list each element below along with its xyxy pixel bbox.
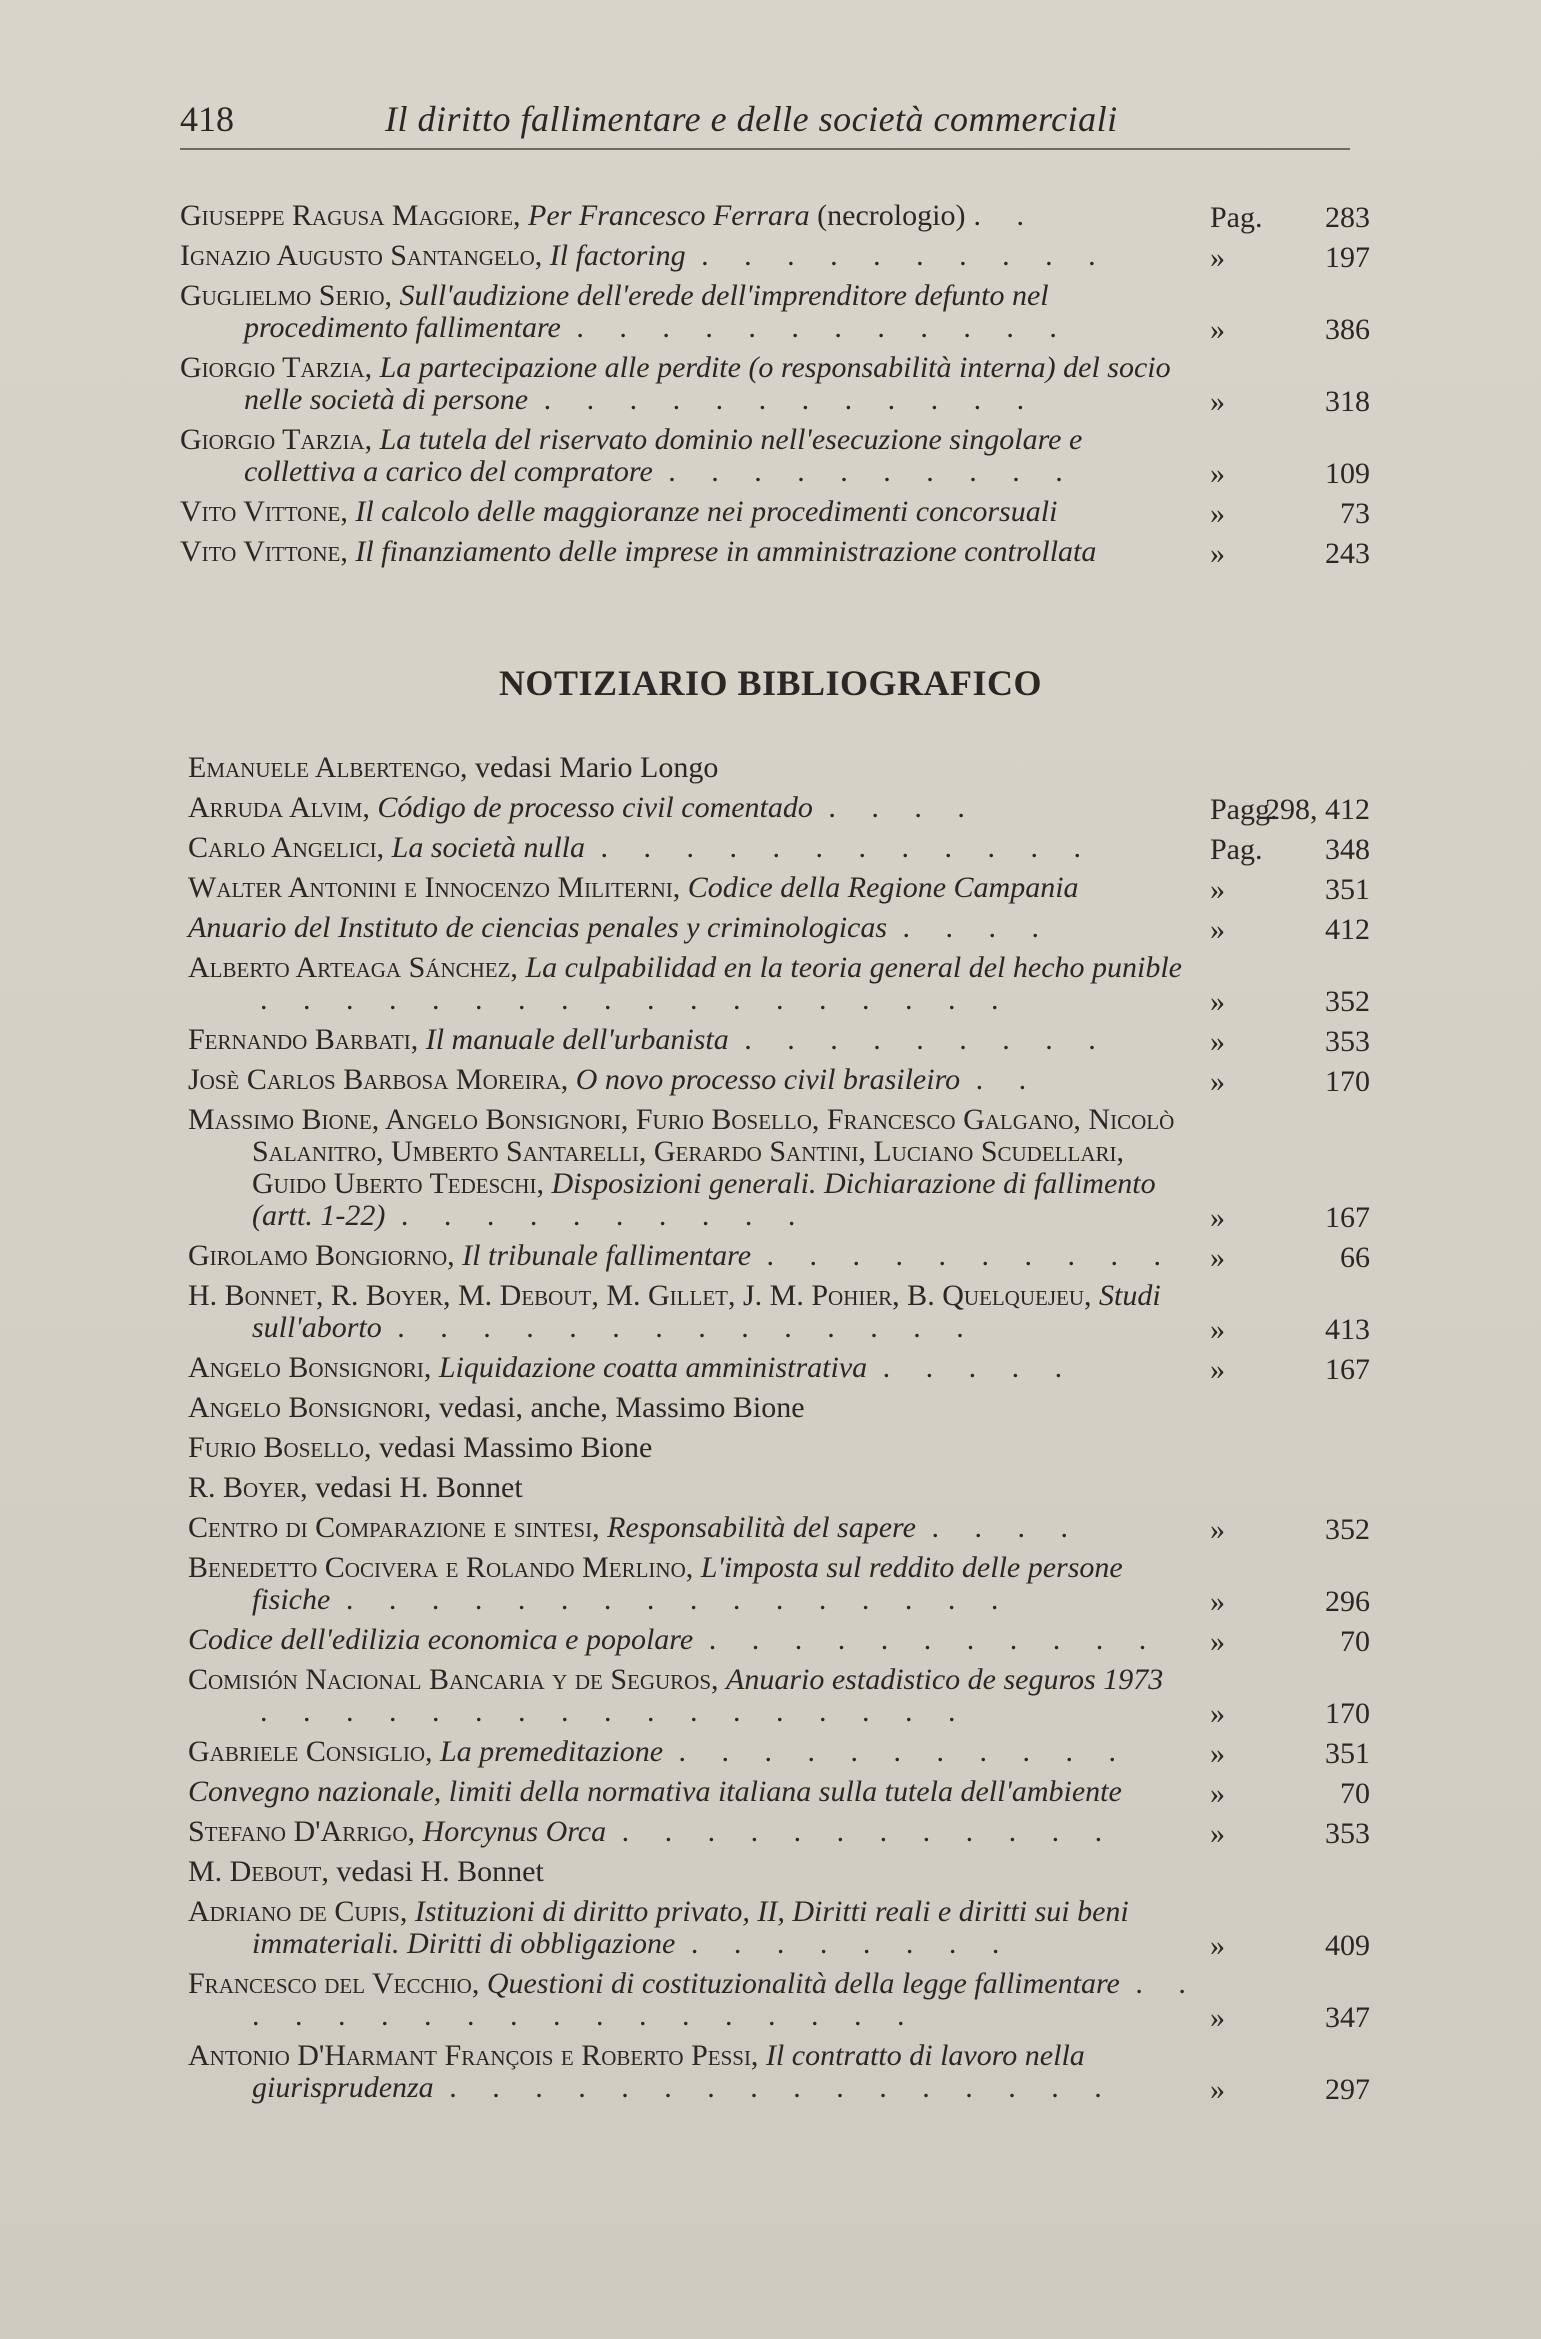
entry-leader-dots: . . . . . . . . . . . [678,1735,1131,1768]
entry-suffix: vedasi, anche, Massimo Bione [431,1391,805,1424]
entry-page-ref [1210,1240,1370,1274]
entry-page-label: » [1210,241,1225,274]
entry-leader-dots: . . . . [931,1511,1082,1544]
entry-page-ref [1210,456,1370,490]
entry-page-number: 70 [1340,1777,1370,1810]
entry-page-label: » [1210,1353,1225,1386]
entry-author: Guglielmo Serio, [180,279,392,312]
entry-author: Carlo Angelici, [188,831,385,864]
entry-text [188,872,1370,904]
entry-page-ref [1210,1024,1370,1058]
entry-text [188,952,1370,1016]
index-entry [188,1736,1370,1768]
entry-author: Adriano de Cupis, [188,1895,408,1928]
entry-text [180,536,1370,568]
entry-text [188,1776,1370,1808]
entry-page-number: 298, 412 [1265,793,1370,826]
running-head [180,98,1350,150]
entry-title: Convegno nazionale, limiti della normativa italiana sulla tutela dell'ambiente [188,1775,1122,1808]
entry-page-ref [1210,1928,1370,1962]
entry-page-label: » [1210,313,1225,346]
entry-leader-dots: . . . . [828,791,979,824]
index-entry [180,240,1370,272]
entry-title: La partecipazione alle perdite (o responsabilità interna) del socio nelle società di persone [244,351,1171,416]
entry-page-ref [1210,1776,1370,1810]
entry-author: M. Debout, [188,1855,329,1888]
index-entry [188,872,1370,904]
entry-text [188,1512,1370,1544]
entry-leader-dots: . . . . . . . . . . . . . . . . . . [252,1967,1200,2032]
entry-suffix: vedasi H. Bonnet [307,1471,523,1504]
entry-page-ref [1210,1584,1370,1618]
entry-title: Horcynus Orca [422,1815,607,1848]
entry-page-number: 167 [1325,1353,1370,1386]
entry-title: La premeditazione [440,1735,664,1768]
entry-page-number: 109 [1325,457,1370,490]
index-entry [188,1512,1370,1544]
entry-page-ref [1210,312,1370,346]
entry-page-label: » [1210,2073,1225,2106]
entry-author: Alberto Arteaga Sánchez, [188,951,518,984]
index-entry [188,1776,1370,1808]
entry-text [188,1736,1370,1768]
entry-text [188,752,1370,784]
entry-text [188,1432,1370,1464]
entry-page-ref [1210,1064,1370,1098]
index-entry [188,1280,1370,1344]
entry-leader-dots: . . . . . . . . [690,1927,1014,1960]
entry-page-ref [1210,752,1370,786]
entry-leader-dots: . . . . [902,911,1054,944]
entry-suffix: vedasi H. Bonnet [328,1855,544,1888]
entry-author: Massimo Bione, Angelo Bonsignori, Furio Bosello, Francesco Galgano, Nicolò Salanitro, Umberto Santarelli, Gerardo Santini, Luciano Scudellari, Guido Uberto Tedeschi, [188,1103,1175,1200]
entry-page-ref [1210,384,1370,418]
index-entry [188,1664,1370,1728]
entry-page-ref [1210,536,1370,570]
entry-text [188,912,1370,944]
entry-page-label: Pagg. [1210,793,1278,826]
index-entry [188,2040,1370,2104]
entry-title: Codice dell'edilizia economica e popolare [188,1623,694,1656]
entry-page-ref [1210,832,1370,866]
entry-text [188,1816,1370,1848]
entry-author: Josè Carlos Barbosa Moreira, [188,1063,569,1096]
entry-title: Liquidazione coatta amministrativa [438,1351,868,1384]
index-entry [180,280,1370,344]
entry-page-ref [1210,1856,1370,1890]
entry-page-number: 296 [1325,1585,1370,1618]
entry-title: Per Francesco Ferrara [528,199,810,232]
entry-leader-dots: . . . . . . . . . . . . [576,311,1071,344]
entry-author: Giuseppe Ragusa Maggiore, [180,199,521,232]
entry-page-number: 351 [1325,1737,1370,1770]
entry-text [180,424,1370,488]
entry-page-number: 167 [1325,1201,1370,1234]
entry-page-ref [1210,1512,1370,1546]
entry-leader-dots: . . . . . . . . . . [701,239,1110,272]
entry-title: Disposizioni generali. Dichiarazione di fallimento (artt. 1-22) [252,1167,1156,1232]
entry-leader-dots: . . . . . . . . . . . . . . [397,1311,978,1344]
section-title: NOTIZIARIO BIBLIOGRAFICO [498,663,1043,703]
entry-page-number: 318 [1325,385,1370,418]
entry-text [188,1968,1370,2032]
entry-author: Vito Vittone, [180,535,348,568]
entry-page-ref [1210,2000,1370,2034]
index-entry [188,1472,1370,1504]
entry-author: Giorgio Tarzia, [180,351,373,384]
entry-leader-dots: . . . . . [882,1351,1077,1384]
entry-text [180,280,1370,344]
entry-leader-dots: . . . . . . . . . . [766,1239,1176,1272]
entry-page-number: 353 [1325,1025,1370,1058]
index-entry [180,424,1370,488]
entry-author: Gabriele Consiglio, [188,1735,433,1768]
entry-author: Emanuele Albertengo, [188,751,468,784]
entry-author: R. Boyer, [188,1471,308,1504]
entry-page-label: » [1210,1777,1225,1810]
entry-page-ref [1210,496,1370,530]
entry-page-number: 73 [1340,497,1370,530]
entry-page-ref [1210,1472,1370,1506]
entry-page-label: » [1210,1313,1225,1346]
entry-leader-dots: . . . . . . . . . . . . [621,1815,1117,1848]
index-entry [188,1624,1370,1656]
entry-author: Francesco del Vecchio, [188,1967,480,2000]
entry-page-ref [1210,200,1370,234]
entry-page-label: » [1210,1737,1225,1770]
entry-page-number: 351 [1325,873,1370,906]
entry-page-number: 352 [1325,1513,1370,1546]
entry-text [188,2040,1370,2104]
entry-title: Il manuale dell'urbanista [425,1023,729,1056]
entry-author: Girolamo Bongiorno, [188,1239,455,1272]
entry-text [180,240,1370,272]
entry-text [188,1552,1370,1616]
entry-author: Fernando Barbati, [188,1023,419,1056]
entry-author: Comisión Nacional Bancaria y de Seguros, [188,1663,719,1696]
entry-page-label: » [1210,385,1225,418]
entry-page-ref [1210,1392,1370,1426]
entry-author: Benedetto Cocivera e Rolando Merlino, [188,1551,694,1584]
index-entry [188,1856,1370,1888]
entry-page-ref [1210,1312,1370,1346]
entry-title: Responsabilità del sapere [607,1511,916,1544]
entry-author: Antonio D'Harmant François e Roberto Pessi, [188,2039,759,2072]
entry-leader-dots: . . . . . . . . . . . [708,1623,1161,1656]
index-entry [188,1024,1370,1056]
index-entry [188,1432,1370,1464]
entry-text [180,352,1370,416]
entry-leader-dots: . . . . . . . . . . . . . . . . [449,2071,1116,2104]
entry-page-ref [1210,1736,1370,1770]
entry-page-ref [1210,2072,1370,2106]
index-entry [188,792,1370,824]
entry-page-label: Pag. [1210,833,1263,866]
entry-page-label: » [1210,537,1225,570]
entry-title: Studi sull'aborto [252,1279,1161,1344]
entry-page-label: » [1210,1585,1225,1618]
entry-text [188,1240,1370,1272]
entry-text [180,200,1370,232]
entry-text [188,1664,1370,1728]
entry-text [188,1024,1370,1056]
entry-author: Arruda Alvim, [188,791,370,824]
entry-author: Stefano D'Arrigo, [188,1815,416,1848]
index-entry [188,1392,1370,1424]
entry-text [188,1472,1370,1504]
entry-leader-dots: . . . . . . . . . . [400,1199,810,1232]
index-list-top [180,200,1370,576]
entry-text [188,832,1370,864]
index-entry [188,1816,1370,1848]
entry-suffix: vedasi Massimo Bione [371,1431,653,1464]
entry-page-ref [1210,1200,1370,1234]
entry-title: Anuario del Instituto de ciencias penales y criminologicas [188,911,888,944]
index-entry [188,752,1370,784]
entry-page-label: » [1210,913,1225,946]
entry-page-label: » [1210,1817,1225,1850]
index-entry [188,832,1370,864]
entry-leader-dots: . . . . . . . . . . [668,455,1077,488]
entry-page-ref [1210,1816,1370,1850]
entry-author: Ignazio Augusto Santangelo, [180,239,543,272]
page-number: 418 [180,99,234,139]
entry-page-label: Pag. [1210,201,1263,234]
entry-page-number: 66 [1340,1241,1370,1274]
entry-page-label: » [1210,1929,1225,1962]
entry-page-label: » [1210,1065,1225,1098]
index-entry [188,1968,1370,2032]
entry-page-number: 413 [1325,1313,1370,1346]
index-entry [188,1552,1370,1616]
entry-page-number: 409 [1325,1929,1370,1962]
entry-text [188,1392,1370,1424]
entry-leader-dots: . . . . . . . . . . . . [543,383,1039,416]
entry-author: Furio Bosello, [188,1431,372,1464]
entry-author: Centro di Comparazione e sintesi, [188,1511,600,1544]
entry-page-label: » [1210,457,1225,490]
entry-page-ref [1210,984,1370,1018]
entry-page-label: » [1210,1513,1225,1546]
entry-page-label: » [1210,1697,1225,1730]
entry-page-number: 243 [1325,537,1370,570]
index-entry [188,912,1370,944]
entry-leader-dots: . . . . . . . . . . . . . . . . [345,1583,1013,1616]
entry-text [188,1064,1370,1096]
entry-page-number: 70 [1340,1625,1370,1658]
entry-text [188,1624,1370,1656]
entry-author: Giorgio Tarzia, [180,423,373,456]
entry-text [188,1104,1370,1232]
entry-page-number: 347 [1325,2001,1370,2034]
index-entry [180,536,1370,568]
entry-page-ref [1210,1352,1370,1386]
entry-title: Il tribunale fallimentare [462,1239,752,1272]
entry-page-number: 170 [1325,1697,1370,1730]
entry-text [188,1856,1370,1888]
entry-author: Walter Antonini e Innocenzo Militerni, [188,871,681,904]
entry-title: Il finanziamento delle imprese in amministrazione controllata [355,535,1097,568]
entry-page-number: 197 [1325,241,1370,274]
entry-page-number: 297 [1325,2073,1370,2106]
entry-author: Angelo Bonsignori, [188,1351,432,1384]
entry-leader-dots: . . . . . . . . . [744,1023,1110,1056]
index-entry [188,1352,1370,1384]
entry-page-label: » [1210,873,1225,906]
entry-suffix: vedasi Mario Longo [467,751,719,784]
entry-page-label: » [1210,2001,1225,2034]
entry-title: Il contratto di lavoro nella giurisprudenza [252,2039,1085,2104]
entry-page-ref [1210,1696,1370,1730]
index-entry [188,952,1370,1016]
entry-title: Sull'audizione dell'erede dell'imprenditore defunto nel procedimento fallimentare [244,279,1049,344]
index-list-bibliographic [188,752,1370,2112]
entry-page-ref [1210,912,1370,946]
entry-title: Questioni di costituzionalità della legge fallimentare [486,1967,1120,2000]
journal-title: Il diritto fallimentare e delle società commerciali [385,99,1118,139]
index-entry [180,200,1370,232]
entry-page-number: 170 [1325,1065,1370,1098]
entry-page-label: » [1210,1241,1225,1274]
entry-title: Istituzioni di diritto privato, II, Diritti reali e diritti sui beni immateriali. Diritti di obbligazione [252,1895,1129,1960]
entry-page-number: 348 [1325,833,1370,866]
entry-leader-dots: . . . . . . . . . . . . . . . . . . [260,983,1013,1016]
index-entry [188,1064,1370,1096]
entry-page-label: » [1210,497,1225,530]
entry-page-number: 353 [1325,1817,1370,1850]
entry-leader-dots: . . . . . . . . . . . . [600,831,1096,864]
entry-author: Angelo Bonsignori, [188,1391,432,1424]
entry-page-ref [1210,1432,1370,1466]
entry-title: La culpabilidad en la teoria general del hecho punible [525,951,1182,984]
entry-title: Il calcolo delle maggioranze nei procedimenti concorsuali [355,495,1058,528]
entry-page-ref [1210,792,1370,826]
entry-title: Anuario estadistico de seguros 1973 [726,1663,1164,1696]
entry-text [188,1352,1370,1384]
entry-page-label: » [1210,1625,1225,1658]
entry-title: La tutela del riservato dominio nell'esecuzione singolare e collettiva a carico del compratore [244,423,1083,488]
entry-author: Vito Vittone, [180,495,348,528]
index-entry [188,1240,1370,1272]
entry-title: O novo processo civil brasileiro [575,1063,961,1096]
entry-page-ref [1210,1624,1370,1658]
entry-page-number: 386 [1325,313,1370,346]
entry-text [180,496,1370,528]
entry-title: Il factoring [549,239,686,272]
entry-suffix: (necrologio) [809,199,966,232]
entry-leader-dots: . . . . . . . . . . . . . . . . . [260,1695,970,1728]
entry-page-ref [1210,240,1370,274]
entry-page-label: » [1210,985,1225,1018]
entry-page-number: 412 [1325,913,1370,946]
index-entry [188,1896,1370,1960]
entry-page-ref [1210,872,1370,906]
entry-text [188,792,1370,824]
index-entry [188,1104,1370,1232]
entry-page-number: 352 [1325,985,1370,1018]
entry-title: Codice della Regione Campania [687,871,1079,904]
entry-page-label: » [1210,1025,1225,1058]
entry-text [188,1896,1370,1960]
index-entry [180,496,1370,528]
index-entry [180,352,1370,416]
entry-leader-dots: . . [973,199,1038,232]
entry-text [188,1280,1370,1344]
entry-title: La società nulla [391,831,586,864]
entry-page-number: 283 [1325,201,1370,234]
entry-title: L'imposta sul reddito delle persone fisiche [252,1551,1123,1616]
entry-leader-dots: . . [975,1063,1041,1096]
entry-page-label: » [1210,1201,1225,1234]
entry-title: Código de processo civil comentado [377,791,813,824]
entry-author: H. Bonnet, R. Boyer, M. Debout, M. Gillet, J. M. Pohier, B. Quelquejeu, [188,1279,1092,1312]
